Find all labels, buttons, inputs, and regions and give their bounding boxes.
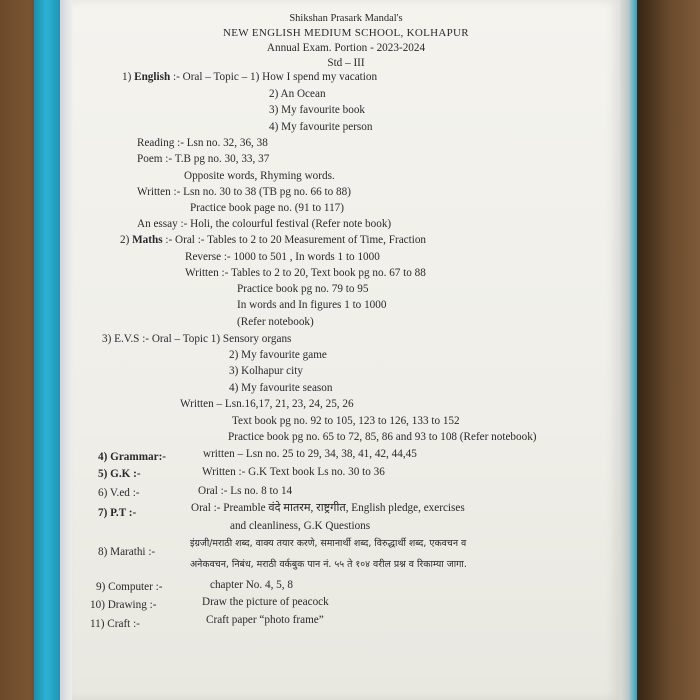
maths-subject: Maths (132, 234, 163, 246)
english-opposite-words: Opposite words, Rhyming words. (184, 170, 335, 182)
evs-textbook: Text book pg no. 92 to 105, 123 to 126, 133 to 152 (232, 415, 460, 427)
english-topic-2: 2) An Ocean (269, 88, 326, 100)
grammar-label: 4) Grammar:- (98, 451, 167, 463)
drawing-text: Draw the picture of peacock (202, 596, 329, 608)
ved-text: Oral :- Ls no. 8 to 14 (198, 485, 293, 497)
ved-label: 6) V.ed :- (98, 487, 140, 499)
maths-reverse: Reverse :- 1000 to 501 , In words 1 to 1000 (185, 251, 380, 263)
maths-refer: (Refer notebook) (237, 316, 314, 328)
evs-topic-4: 4) My favourite season (229, 382, 333, 394)
evs-practice: Practice book pg no. 65 to 72, 85, 86 and 93 to 108 (Refer notebook) (228, 431, 537, 443)
craft-label: 11) Craft :- (90, 618, 140, 630)
marathi-line-2: अनेकवचन, निबंध, मराठी वर्कबुक पान नं. ५५ ते १०४ वरील प्रश्न व रिकाम्या जागा. (190, 559, 467, 570)
society-name: Shikshan Prasark Mandal's (289, 13, 403, 24)
english-topic-3: 3) My favourite book (269, 104, 366, 116)
grammar-text: written – Lsn no. 25 to 29, 34, 38, 41, 42, 44,45 (203, 448, 417, 460)
english-written: Written :- Lsn no. 30 to 38 (TB pg no. 66 to 88) (137, 186, 351, 198)
gk-text: Written :- G.K Text book Ls no. 30 to 36 (202, 466, 385, 478)
standard: Std – III (327, 57, 365, 69)
marathi-label: 8) Marathi :- (98, 546, 156, 558)
english-heading: 1) English :- Oral – Topic – 1) How I spend my vacation (122, 71, 378, 83)
computer-label: 9) Computer :- (96, 581, 163, 593)
maths-practice: Practice book pg no. 79 to 95 (237, 283, 369, 295)
english-poem: Poem :- T.B pg no. 30, 33, 37 (137, 153, 270, 165)
evs-topic-2: 2) My favourite game (229, 349, 327, 361)
evs-written: Written – Lsn.16,17, 21, 23, 24, 25, 26 (180, 398, 354, 410)
school-name: NEW ENGLISH MEDIUM SCHOOL, KOLHAPUR (223, 27, 469, 39)
gk-label: 5) G.K :- (98, 468, 141, 480)
drawing-label: 10) Drawing :- (90, 599, 157, 611)
english-practice: Practice book page no. (91 to 117) (190, 202, 344, 214)
english-subject: English (134, 71, 171, 83)
english-topic-4: 4) My favourite person (269, 121, 373, 133)
maths-heading: 2) Maths :- Oral :- Tables to 2 to 20 Measurement of Time, Fraction (120, 234, 427, 246)
evs-topic-3: 3) Kolhapur city (229, 365, 303, 377)
pt-text: Oral :- Preamble वंदे मातरम, राष्ट्रगीत, English pledge, exercises (191, 502, 465, 514)
craft-text: Craft paper “photo frame” (206, 614, 324, 626)
marathi-line-1: इंग्रजी/मराठी शब्द, वाक्य तयार करणे, समानार्थी शब्द, विरुद्धार्थी शब्द, एकवचन व (190, 538, 467, 549)
pt-text-2: and cleanliness, G.K Questions (230, 520, 371, 532)
maths-written: Written :- Tables to 2 to 20, Text book pg no. 67 to 88 (185, 267, 426, 279)
computer-text: chapter No. 4, 5, 8 (210, 579, 293, 591)
pt-label: 7) P.T :- (98, 507, 137, 519)
maths-words-figures: In words and In figures 1 to 1000 (237, 299, 387, 311)
english-reading: Reading :- Lsn no. 32, 36, 38 (137, 137, 268, 149)
english-essay: An essay :- Holi, the colourful festival (Refer note book) (137, 218, 392, 230)
evs-heading: 3) E.V.S :- Oral – Topic 1) Sensory organs (102, 333, 292, 345)
exam-title: Annual Exam. Portion - 2023-2024 (266, 42, 426, 54)
exam-portion-sheet (72, 0, 620, 700)
